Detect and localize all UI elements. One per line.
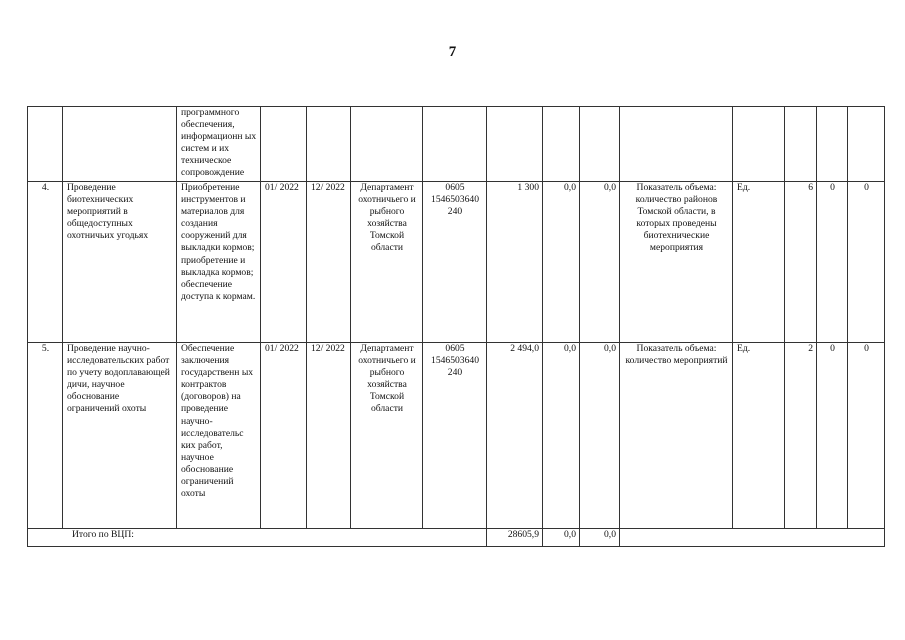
indicator: Показатель объема: количество мероприятий: [620, 343, 733, 529]
unit: Ед.: [733, 343, 785, 529]
executor: [351, 107, 423, 182]
executor: Департамент охотничьего и рыбного хозяйства Томской области: [351, 182, 423, 343]
total-blank: [620, 529, 885, 547]
row-number: 5.: [28, 343, 63, 529]
row-number: 4.: [28, 182, 63, 343]
total-year3: 0,0: [580, 529, 620, 547]
unit: [733, 107, 785, 182]
amount: 1 300: [487, 182, 543, 343]
start-date: 01/ 2022: [261, 343, 307, 529]
amount: [487, 107, 543, 182]
indicator-value-3: 0: [848, 343, 885, 529]
indicator-value-3: 0: [848, 182, 885, 343]
amount-year3: 0,0: [580, 182, 620, 343]
indicator: [620, 107, 733, 182]
amount: 2 494,0: [487, 343, 543, 529]
page-number: 7: [448, 44, 457, 60]
total-row: [28, 529, 885, 547]
indicator-value-2: [817, 107, 848, 182]
amount-year3: 0,0: [580, 343, 620, 529]
table-row: [28, 182, 885, 343]
indicator: Показатель объема: количество районов Томской области, в которых проведены биотехнические мероприятия: [620, 182, 733, 343]
event-content: Обеспечение заключения государственн ых контрактов (договоров) на проведение научно-исследовательс ких работ, научное обоснование ограничений охоты: [177, 343, 261, 529]
table-row: [28, 107, 885, 182]
row-number: [28, 107, 63, 182]
total-year2: 0,0: [543, 529, 580, 547]
amount-year3: [580, 107, 620, 182]
indicator-value-2: 0: [817, 182, 848, 343]
program-table: [27, 106, 885, 547]
total-amount: 28605,9: [487, 529, 543, 547]
indicator-value-1: [785, 107, 817, 182]
budget-code: [423, 107, 487, 182]
indicator-value-3: [848, 107, 885, 182]
amount-year2: 0,0: [543, 182, 580, 343]
event-content: программного обеспечения, информационн ых систем и их техническое сопровождение: [177, 107, 261, 182]
event-name: Проведение биотехнических мероприятий в общедоступных охотничьих угодьях: [63, 182, 177, 343]
end-date: [307, 107, 351, 182]
end-date: 12/ 2022: [307, 343, 351, 529]
start-date: [261, 107, 307, 182]
end-date: 12/ 2022: [307, 182, 351, 343]
start-date: 01/ 2022: [261, 182, 307, 343]
unit: Ед.: [733, 182, 785, 343]
indicator-value-1: 2: [785, 343, 817, 529]
indicator-value-2: 0: [817, 343, 848, 529]
table-row: [28, 343, 885, 529]
budget-code: 0605 1546503640 240: [423, 182, 487, 343]
budget-code: 0605 1546503640 240: [423, 343, 487, 529]
event-name: [63, 107, 177, 182]
executor: Департамент охотничьего и рыбного хозяйства Томской области: [351, 343, 423, 529]
event-content: Приобретение инструментов и материалов для создания сооружений для выкладки кормов; приобретение и выкладка кормов; обеспечение доступа к кормам.: [177, 182, 261, 343]
total-label: Итого по ВЦП:: [28, 529, 487, 547]
amount-year2: 0,0: [543, 343, 580, 529]
amount-year2: [543, 107, 580, 182]
event-name: Проведение научно-исследовательских работ по учету водоплавающей дичи, научное обоснование ограничений охоты: [63, 343, 177, 529]
indicator-value-1: 6: [785, 182, 817, 343]
